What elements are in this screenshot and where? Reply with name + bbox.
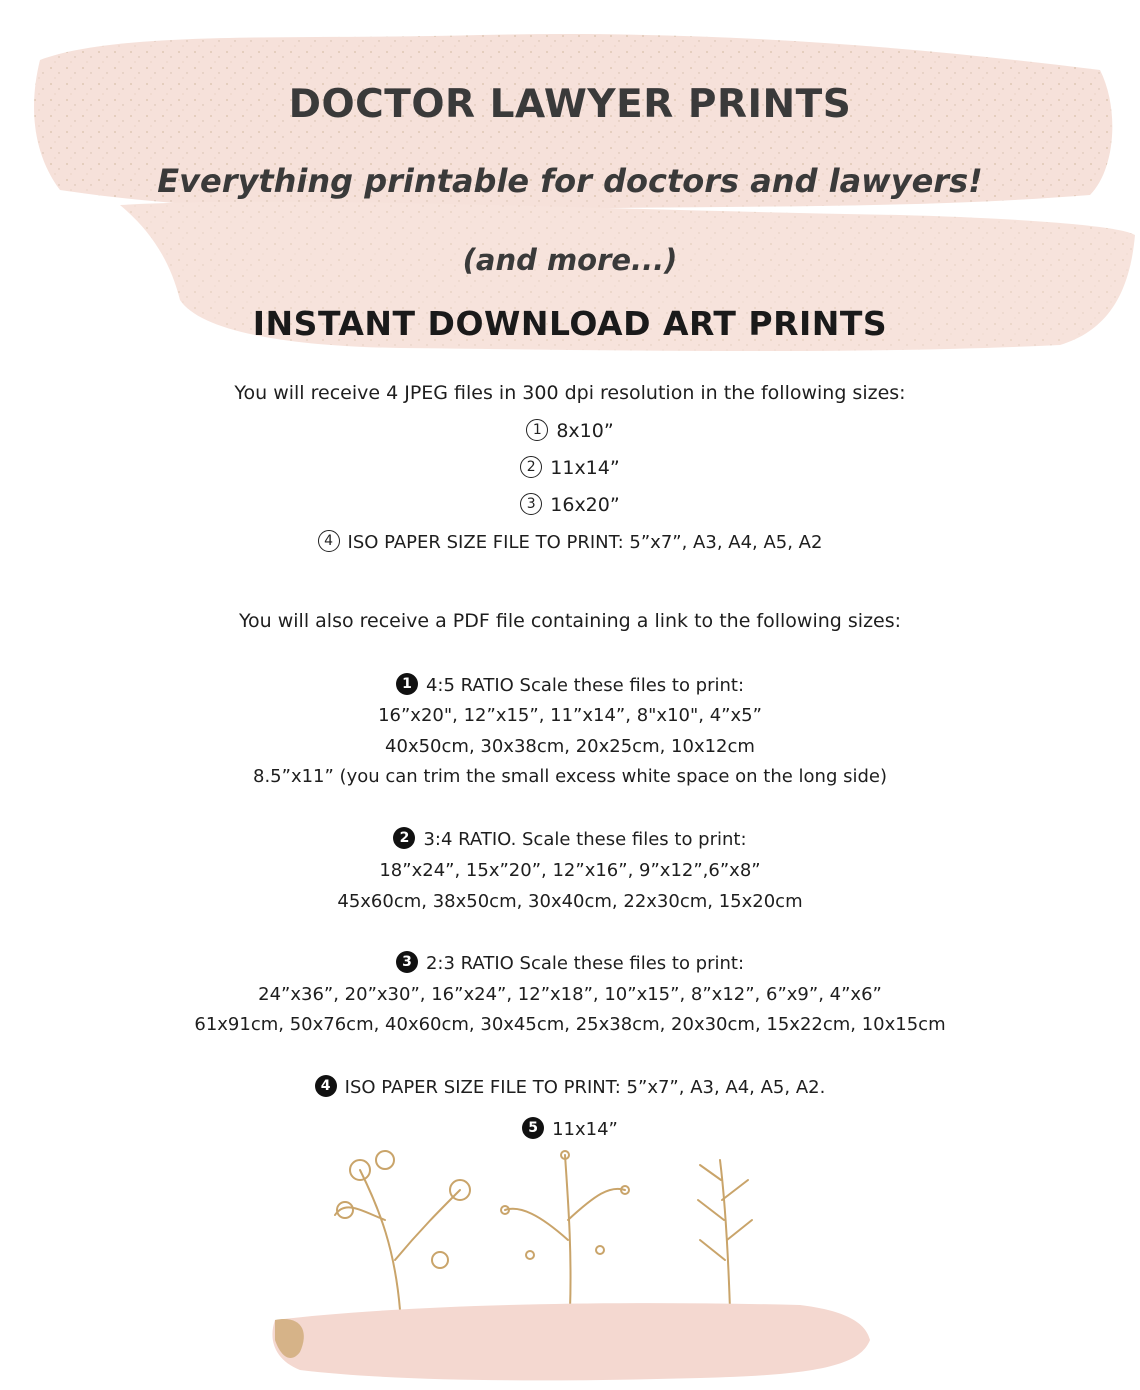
pink-brush-stroke-bottom: [272, 1303, 870, 1380]
ratio-heading: [0, 829, 1140, 851]
page-title: DOCTOR LAWYER PRINTS: [288, 82, 852, 127]
gold-botanicals: [335, 1151, 752, 1310]
ratio-heading-text: 4:5 RATIO Scale these files to print:: [425, 675, 745, 696]
instant-download-heading: INSTANT DOWNLOAD ART PRINTS: [252, 304, 888, 343]
number-circle-filled-icon: 3: [396, 951, 418, 973]
number-circle-filled-icon: 2: [393, 827, 415, 849]
number-circle-icon: 4: [318, 530, 340, 552]
jpeg-item: [0, 420, 1140, 443]
ratio-heading: [0, 675, 1140, 697]
size-line: 61x91cm, 50x76cm, 40x60cm, 30x45cm, 25x38cm, 20x30cm, 15x22cm, 10x15cm: [194, 1014, 946, 1035]
ratio-heading-text: ISO PAPER SIZE FILE TO PRINT: 5”x7”, A3, A4, A5, A2.: [344, 1077, 826, 1098]
number-circle-filled-icon: 1: [396, 673, 418, 695]
size-line: 45x60cm, 38x50cm, 30x40cm, 22x30cm, 15x20cm: [337, 891, 803, 912]
and-more-text: (and more...): [462, 243, 678, 277]
size-line: 8.5”x11” (you can trim the small excess white space on the long side): [253, 766, 887, 787]
number-circle-filled-icon: 5: [522, 1117, 544, 1139]
number-circle-icon: 3: [520, 493, 542, 515]
jpeg-item: [0, 532, 1140, 554]
number-circle-icon: 1: [526, 419, 548, 441]
jpeg-item-text: 8x10”: [556, 420, 614, 442]
tagline: Everything printable for doctors and lawyers!: [157, 162, 983, 200]
size-line: 40x50cm, 30x38cm, 20x25cm, 10x12cm: [385, 736, 755, 757]
size-line: 16”x20", 12”x15”, 11”x14”, 8"x10", 4”x5”: [378, 705, 762, 726]
ratio-heading-text: 11x14”: [552, 1119, 618, 1140]
jpeg-item: [0, 494, 1140, 517]
number-circle-filled-icon: 4: [315, 1075, 337, 1097]
jpeg-intro: You will receive 4 JPEG files in 300 dpi resolution in the following sizes:: [234, 382, 906, 404]
ratio-heading: [0, 1077, 1140, 1099]
ratio-heading: [0, 1119, 1140, 1141]
ratio-heading: [0, 953, 1140, 975]
pdf-intro: You will also receive a PDF file containing a link to the following sizes:: [238, 610, 902, 632]
size-line: 24”x36”, 20”x30”, 16”x24”, 12”x18”, 10”x15”, 8”x12”, 6”x9”, 4”x6”: [258, 984, 882, 1005]
size-line: 18”x24”, 15x”20”, 12”x16”, 9”x12”,6”x8”: [379, 860, 761, 881]
jpeg-item-text: 11x14”: [550, 457, 620, 479]
ratio-heading-text: 2:3 RATIO Scale these files to print:: [425, 953, 745, 974]
jpeg-item-text: 16x20”: [550, 494, 620, 516]
jpeg-item-text: ISO PAPER SIZE FILE TO PRINT: 5”x7”, A3, A4, A5, A2: [347, 532, 823, 553]
number-circle-icon: 2: [520, 456, 542, 478]
jpeg-item: [0, 457, 1140, 480]
ratio-heading-text: 3:4 RATIO. Scale these files to print:: [423, 829, 747, 850]
